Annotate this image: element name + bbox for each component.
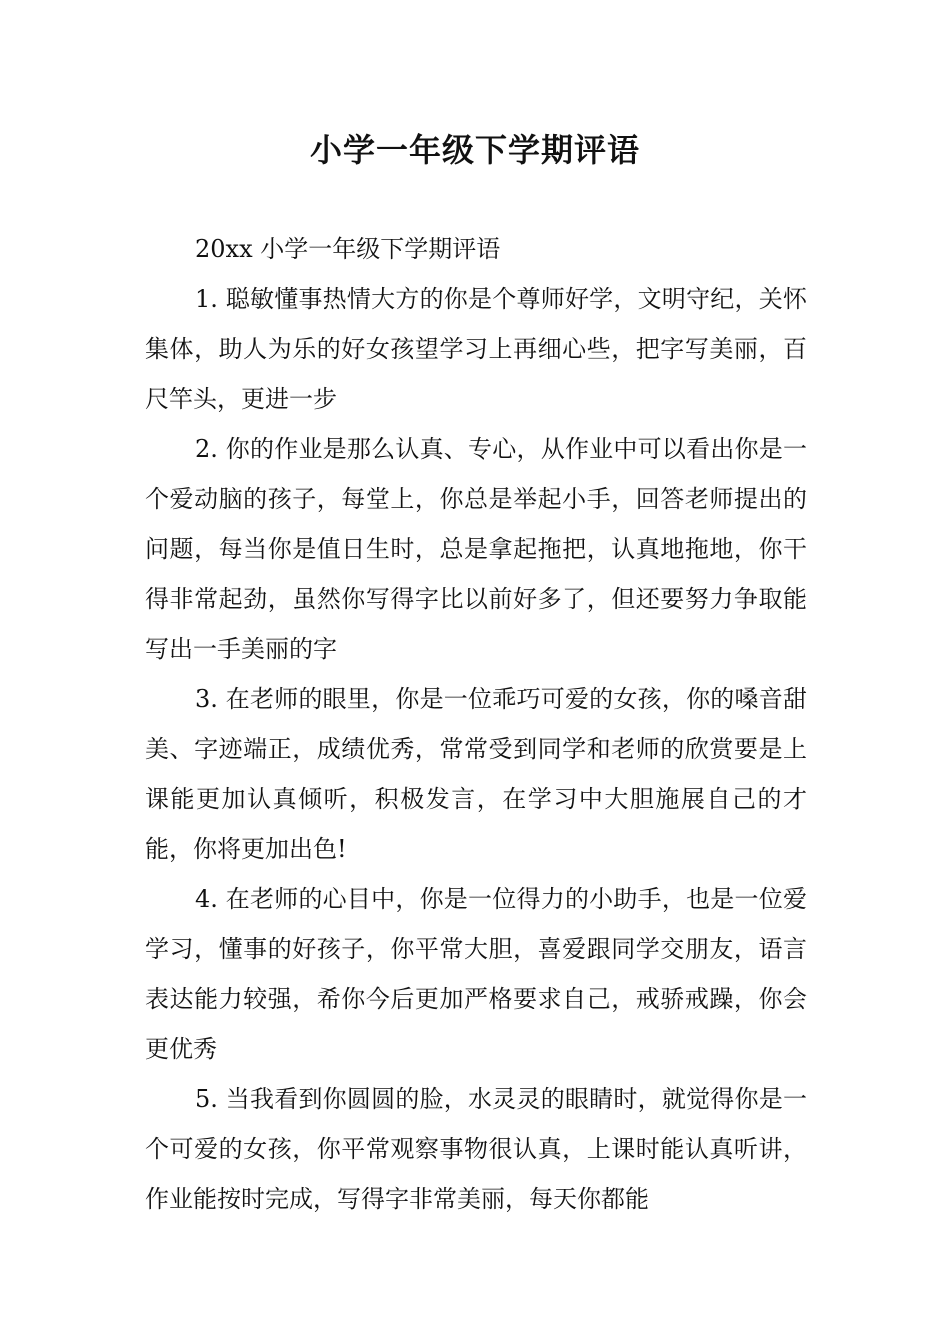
comment-paragraph-2: 2. 你的作业是那么认真、专心，从作业中可以看出你是一个爱动脑的孩子，每堂上，你总是举起小手，回答老师提出的问题，每当你是值日生时，总是拿起拖把，认真地拖地，你干得非常起劲，虽然你写得字比以前好多了，但还要努力争取能写出一手美丽的字 bbox=[145, 435, 807, 663]
page-title: 小学一年级下学期评语 bbox=[309, 131, 640, 169]
subtitle-paragraph: 20xx 小学一年级下学期评语 bbox=[195, 235, 501, 263]
comment-paragraph-3: 3. 在老师的眼里，你是一位乖巧可爱的女孩，你的嗓音甜美、字迹端正，成绩优秀，常常受到同学和老师的欣赏要是上课能更加认真倾听，积极发言，在学习中大胆施展自己的才能，你将更加出色! bbox=[145, 685, 807, 863]
comment-paragraph-1: 1. 聪敏懂事热情大方的你是个尊师好学，文明守纪，关怀集体，助人为乐的好女孩望学习上再细心些，把字写美丽，百尺竿头，更进一步 bbox=[145, 285, 807, 413]
comment-paragraph-5: 5. 当我看到你圆圆的脸，水灵灵的眼睛时，就觉得你是一个可爱的女孩，你平常观察事物很认真，上课时能认真听讲，作业能按时完成，写得字非常美丽，每天你都能 bbox=[145, 1085, 807, 1213]
document-body bbox=[145, 224, 807, 1224]
comment-paragraph-4: 4. 在老师的心目中，你是一位得力的小助手，也是一位爱学习，懂事的好孩子，你平常大胆，喜爱跟同学交朋友，语言表达能力较强，希你今后更加严格要求自己，戒骄戒躁，你会更优秀 bbox=[145, 885, 807, 1063]
